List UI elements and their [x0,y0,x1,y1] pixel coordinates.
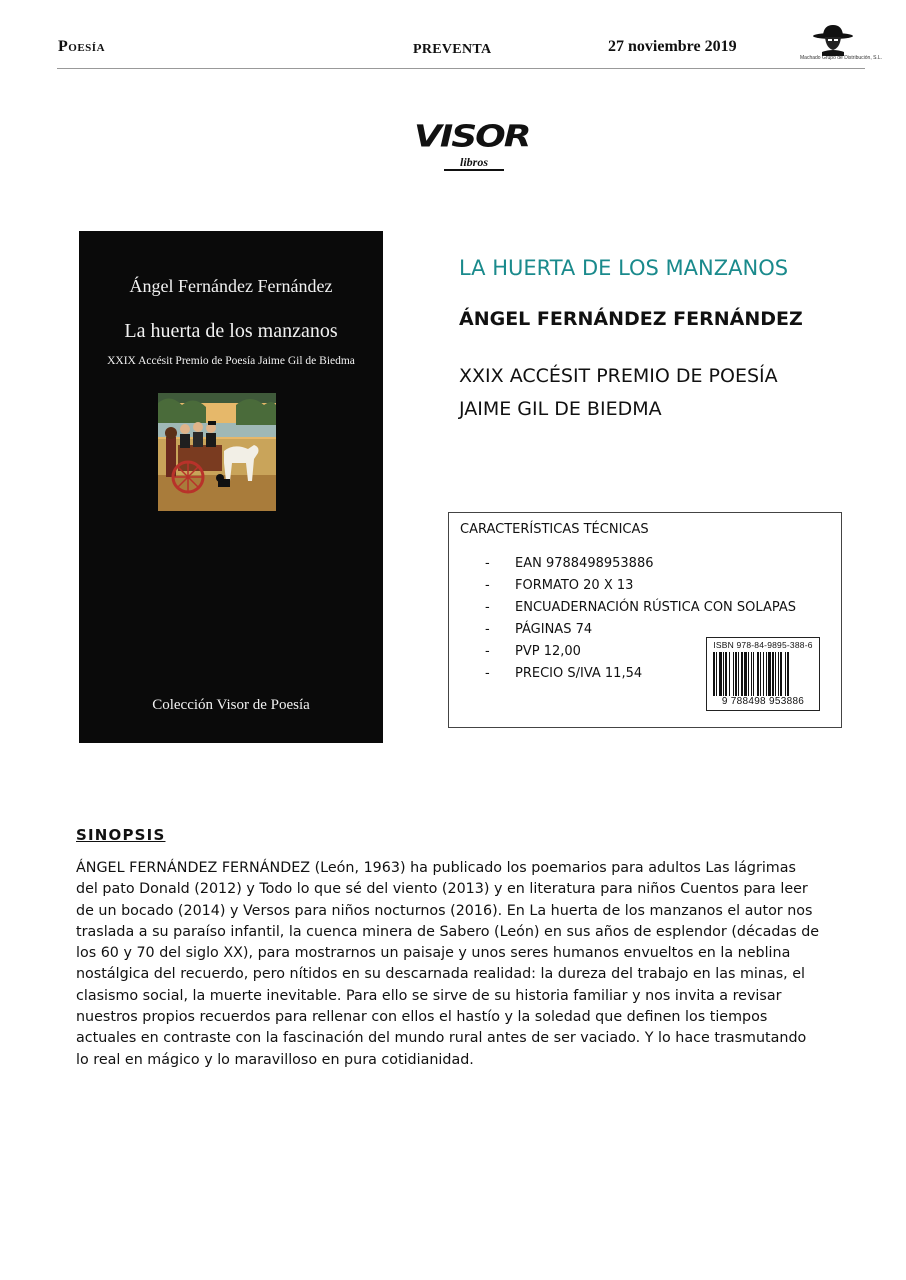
header-divider [57,68,865,69]
spec-bullet: - [485,666,490,681]
barcode-bar [760,652,761,696]
barcode-bar [751,652,752,696]
spec-bullet: - [485,644,490,659]
book-award-line-2: JAIME GIL DE BIEDMA [459,398,662,420]
cover-title: La huerta de los manzanos [124,320,338,342]
spec-bullet: - [485,600,490,615]
spec-bullet: - [485,556,490,571]
spec-bullet: - [485,622,490,637]
spec-item-text: PÁGINAS 74 [515,622,593,637]
spec-item-text: PRECIO S/IVA 11,54 [515,666,643,681]
cover-author: Ángel Fernández Fernández [129,276,333,296]
publisher-logo-sub: libros [444,155,504,171]
technical-specs-box [448,512,842,728]
distributor-text: Machado Grupo de Distribución, S.L. [800,55,882,61]
spec-bullet: - [485,578,490,593]
synopsis-text: ÁNGEL FERNÁNDEZ FERNÁNDEZ (León, 1963) ha publicado los poemarios para adultos Las lágrimas del pato Donald (2012) y Todo lo que sé del viento (2013) y en literatura para niños Cuentos para leer de un bocado (2014) y Versos para niños nocturnos (2016). En La huerta de los manzanos el autor nos traslada a su paraíso infantil, la cuenca minera de Sabero (León) en sus años de esplendor (décadas de los 60 y 70 del siglo XX), para mostrarnos un paisaje y unos seres humanos envueltos en la neblina nostálgica del recuerdo, pero nítidos en su descarnada realidad: la dureza del trabajo en las minas, el clasismo social, la muerte inevitable. Para ello se sirve de su historia familiar y nos invita a revisar nuestros propios recuerdos para rellenar con ellos el hastío y la soledad que definen los tiempos actuales en contraste con la fascinación del mundo rural antes de ser vaciado. Y lo hace trasmutando lo real en mágico y lo maravilloso en pura cotidianidad. [76,860,820,1068]
spec-item-text: PVP 12,00 [515,644,581,659]
cover-collection: Colección Visor de Poesía [152,697,310,713]
publisher-logo [414,117,530,177]
barcode-bar [741,652,743,696]
book-award-line-1: XXIX ACCÉSIT PREMIO DE POESÍA [459,365,778,387]
spec-item-text: ENCUADERNACIÓN RÚSTICA CON SOLAPAS [515,600,796,615]
barcode-bar [713,652,715,696]
barcode-bar [772,652,774,696]
distributor-logo [800,22,882,64]
book-award [459,360,778,426]
hat-man-icon [800,22,866,56]
barcode-bar [766,652,767,696]
barcode-bar [723,652,724,696]
barcode-bar [763,652,764,696]
cover-subtitle: XXIX Accésit Premio de Poesía Jaime Gil de Biedma [107,355,355,367]
barcode [706,637,820,711]
barcode-bar [780,652,782,696]
header-status: PREVENTA [413,42,492,57]
synopsis-heading: SINOPSIS [76,826,166,844]
barcode-number: 9 788498 953886 [721,696,805,707]
publisher-logo-main: VISOR [414,119,530,154]
header-date: 27 noviembre 2019 [608,38,737,55]
book-author: ÁNGEL FERNÁNDEZ FERNÁNDEZ [459,308,803,330]
barcode-bar [748,652,749,696]
spec-item-ean [485,553,796,575]
spec-item-text: EAN 9788498953886 [515,556,654,571]
barcode-bar [729,652,730,696]
spec-item-text: FORMATO 20 X 13 [515,578,634,593]
barcode-bar [719,652,722,696]
barcode-bar [753,652,754,696]
book-title: LA HUERTA DE LOS MANZANOS [459,256,789,280]
cover-painting-image [158,393,276,511]
barcode-bar [738,652,739,696]
spec-item-format [485,575,796,597]
barcode-bar [785,652,786,696]
barcode-isbn: ISBN 978-84-9895-388-6 [713,640,813,650]
barcode-bar [757,652,759,696]
specs-title: CARACTERÍSTICAS TÉCNICAS [460,522,649,537]
barcode-bar [768,652,771,696]
barcode-bar [787,652,789,696]
barcode-bar [725,652,727,696]
barcode-bar [778,652,779,696]
barcode-bar [775,652,776,696]
spec-item-binding [485,597,796,619]
barcode-bar [733,652,734,696]
barcode-bar [735,652,737,696]
header-category: Poesía [58,38,106,55]
barcode-bar [744,652,747,696]
barcode-bar [716,652,717,696]
book-cover [79,231,383,743]
barcode-bars-icon [713,652,813,696]
